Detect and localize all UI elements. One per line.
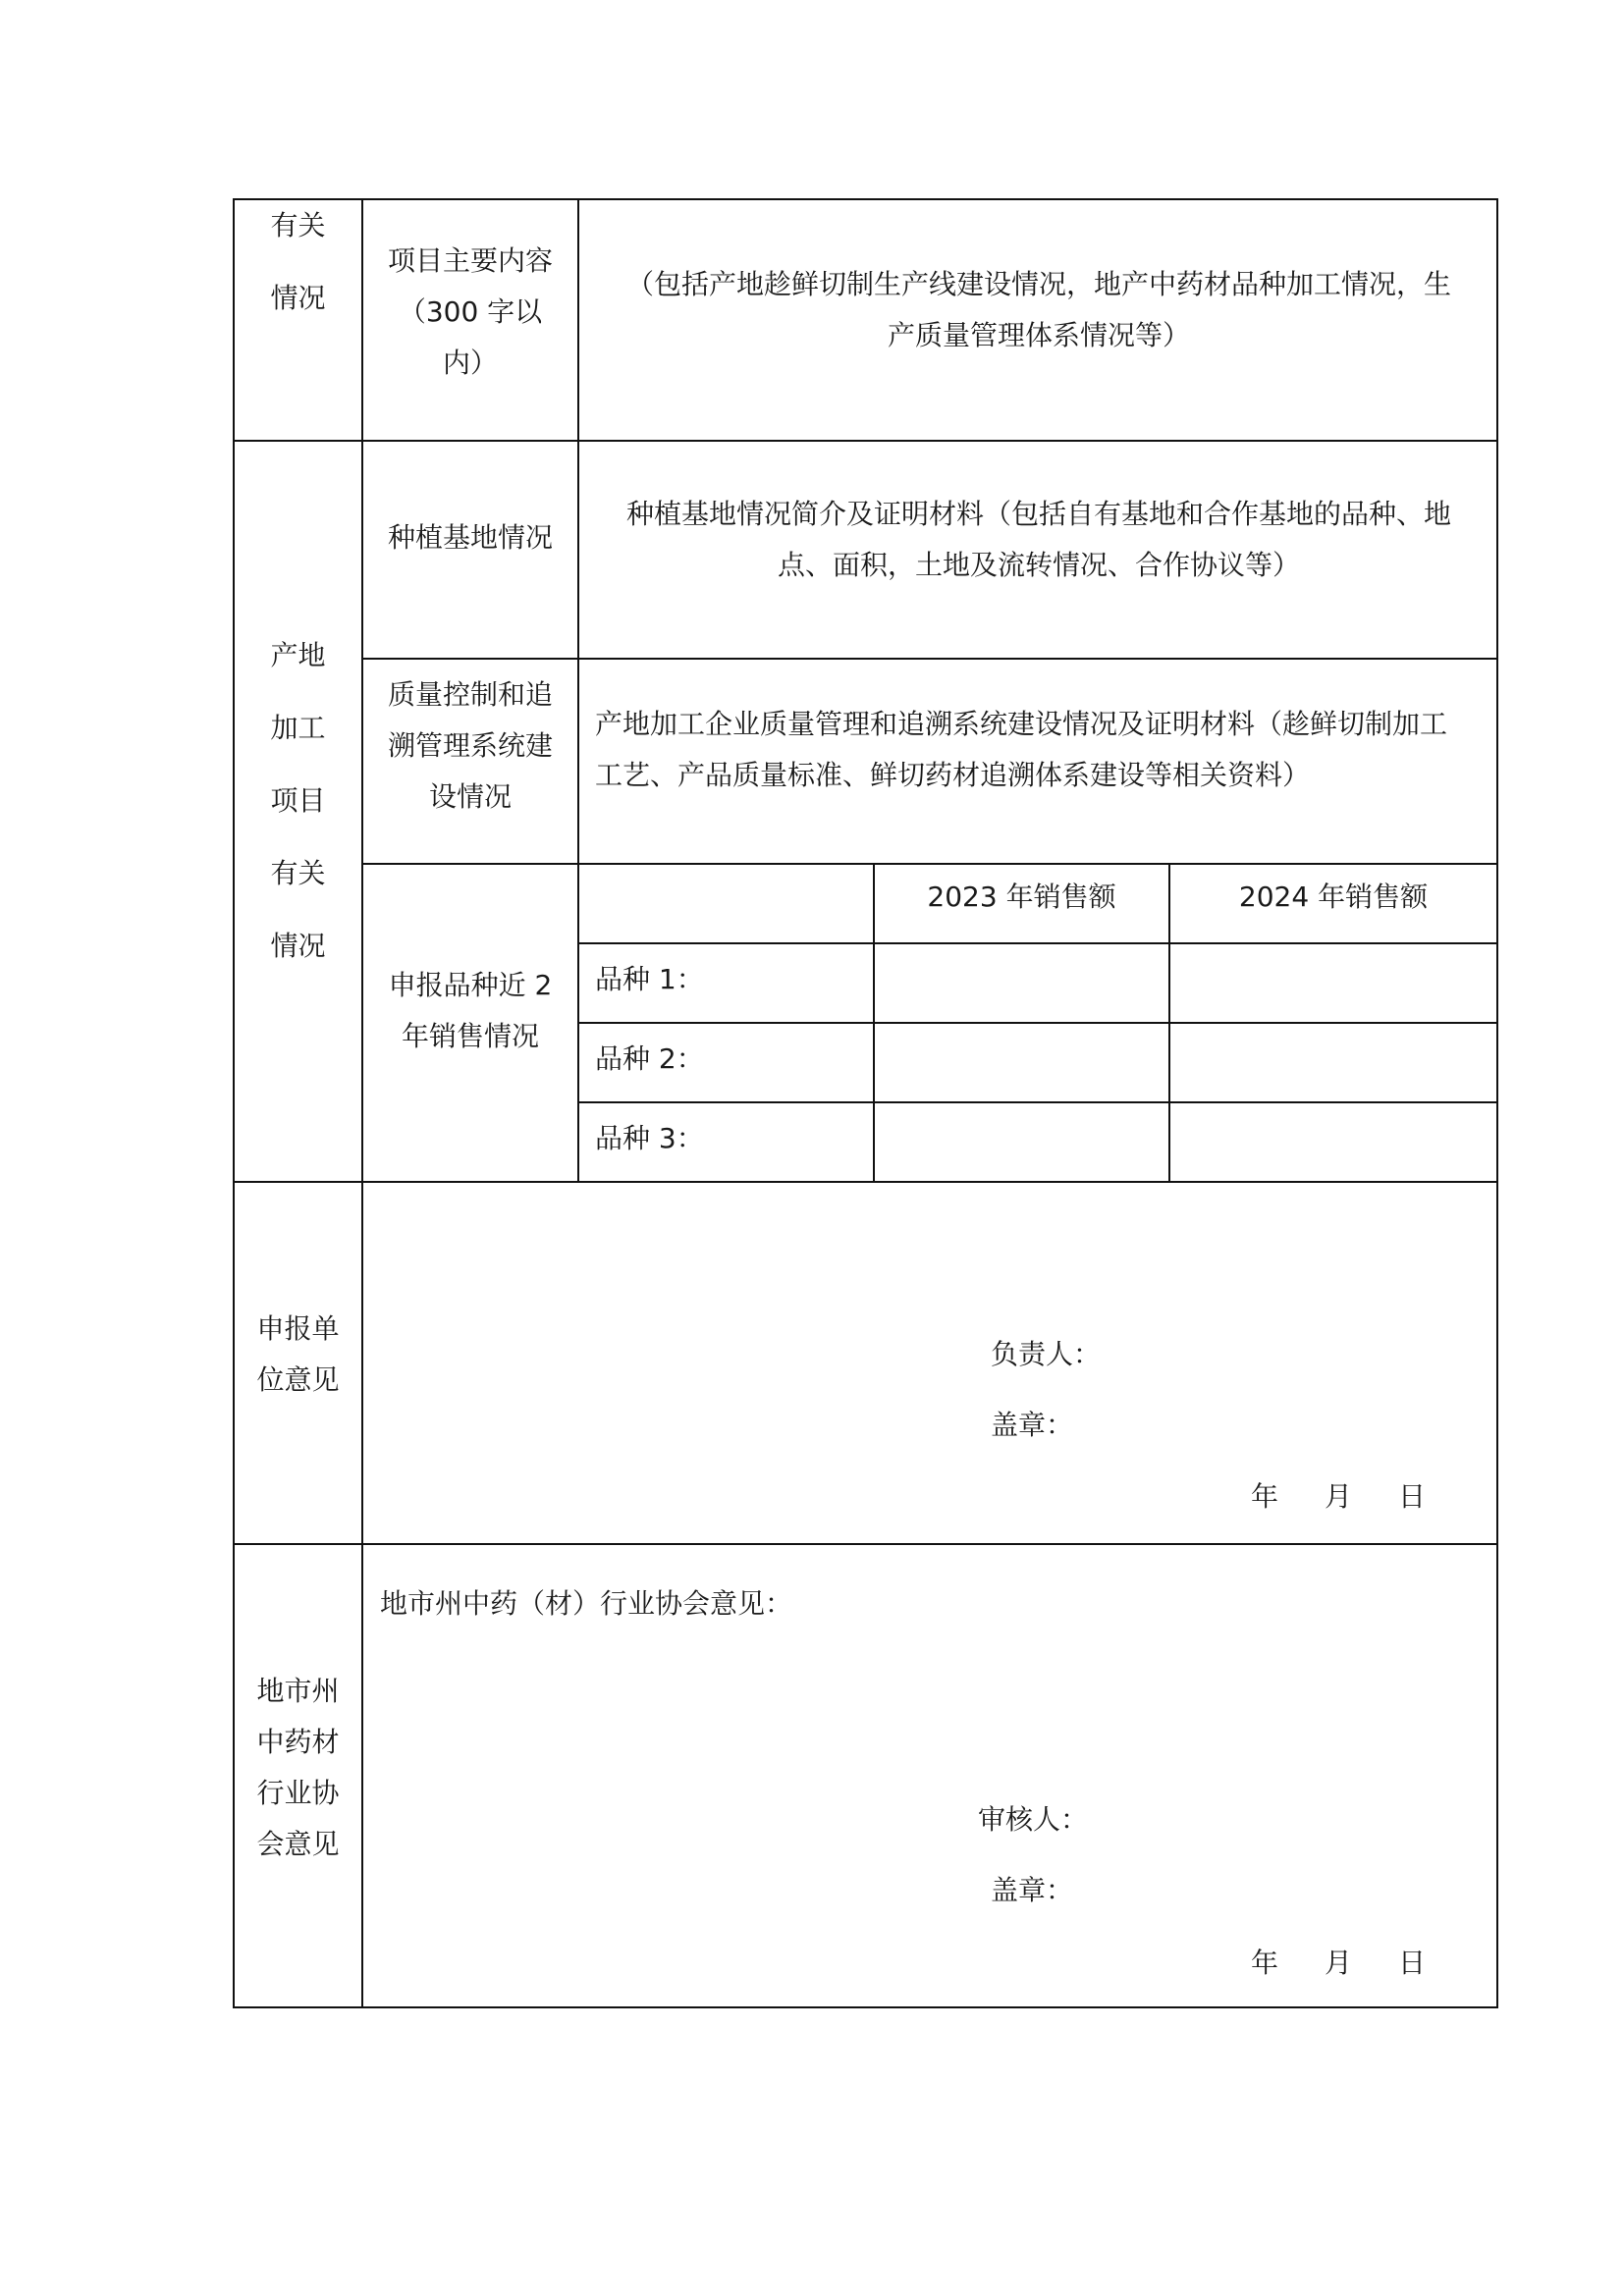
applicant-opinion-label-line: 申报单 bbox=[256, 1312, 340, 1345]
seal-label: 盖章： bbox=[991, 1409, 1074, 1441]
sales-header-2024: 2024 年销售额 bbox=[1238, 881, 1429, 913]
sales-header-2023: 2023 年销售额 bbox=[927, 881, 1116, 913]
category-label-line: 情况 bbox=[270, 282, 326, 314]
date-day-label: 日 bbox=[1398, 1480, 1427, 1513]
project-content-hint-line: 产质量管理体系情况等） bbox=[887, 319, 1190, 351]
sales-2024-cell[interactable] bbox=[1170, 1103, 1496, 1181]
sales-variety-label: 品种 3： bbox=[595, 1122, 704, 1154]
association-opinion-title: 地市州中药（材）行业协会意见： bbox=[380, 1587, 793, 1620]
association-opinion-label-line: 地市州 bbox=[256, 1675, 340, 1707]
association-opinion-label-line: 会意见 bbox=[256, 1828, 340, 1860]
quality-control-hint-line: 产地加工企业质量管理和追溯系统建设情况及证明材料（趁鲜切制加工 bbox=[595, 708, 1448, 740]
quality-control-field[interactable] bbox=[579, 660, 1496, 863]
category-label-line: 情况 bbox=[270, 930, 326, 962]
quality-control-label-line: 质量控制和追 bbox=[387, 678, 553, 711]
table-border-bottom bbox=[233, 2006, 1498, 2008]
project-content-label-line: 项目主要内容 bbox=[387, 244, 553, 277]
date-month-label: 月 bbox=[1325, 1947, 1353, 1979]
category-label-line: 项目 bbox=[270, 784, 326, 817]
reviewer-label: 审核人： bbox=[978, 1803, 1089, 1836]
sales-2023-cell[interactable] bbox=[875, 944, 1168, 1022]
date-month-label: 月 bbox=[1325, 1480, 1353, 1513]
sales-2024-cell[interactable] bbox=[1170, 944, 1496, 1022]
project-content-label-line: 内） bbox=[442, 347, 498, 379]
project-content-hint-line: （包括产地趁鲜切制生产线建设情况，地产中药材品种加工情况，生 bbox=[625, 268, 1451, 300]
sales-variety-label: 品种 2： bbox=[595, 1042, 704, 1075]
quality-control-hint-line: 工艺、产品质量标准、鲜切药材追溯体系建设等相关资料） bbox=[595, 759, 1311, 791]
table-border-right bbox=[1496, 198, 1498, 2008]
planting-base-label: 种植基地情况 bbox=[387, 521, 553, 554]
category-label-line: 加工 bbox=[270, 712, 326, 744]
sales-2023-cell[interactable] bbox=[875, 1103, 1168, 1181]
application-form-table bbox=[233, 198, 1498, 2008]
date-day-label: 日 bbox=[1398, 1947, 1427, 1979]
sales-variety-label: 品种 1： bbox=[595, 963, 704, 995]
row-divider-quality bbox=[363, 863, 1498, 865]
planting-base-field[interactable] bbox=[579, 442, 1496, 658]
planting-base-hint-line: 点、面积，土地及流转情况、合作协议等） bbox=[777, 549, 1300, 581]
project-content-label-line: （300 字以 bbox=[398, 295, 543, 328]
date-year-label: 年 bbox=[1251, 1947, 1279, 1979]
sales-2023-cell[interactable] bbox=[875, 1024, 1168, 1101]
applicant-opinion-label-line: 位意见 bbox=[256, 1363, 340, 1396]
category-label-line: 有关 bbox=[270, 857, 326, 889]
quality-control-label-line: 设情况 bbox=[428, 780, 512, 813]
seal-label: 盖章： bbox=[991, 1874, 1074, 1906]
sales-2024-cell[interactable] bbox=[1170, 1024, 1496, 1101]
category-label-line: 有关 bbox=[270, 209, 326, 241]
category-label-line: 产地 bbox=[270, 639, 326, 671]
sales-label-line: 申报品种近 2 bbox=[388, 969, 553, 1001]
project-content-field[interactable] bbox=[579, 200, 1496, 440]
quality-control-label-line: 溯管理系统建 bbox=[387, 729, 553, 762]
association-opinion-label-line: 中药材 bbox=[256, 1726, 340, 1758]
sales-label-line: 年销售情况 bbox=[401, 1020, 539, 1052]
planting-base-hint-line: 种植基地情况简介及证明材料（包括自有基地和合作基地的品种、地 bbox=[625, 498, 1451, 530]
responsible-person-label: 负责人： bbox=[991, 1338, 1102, 1370]
association-opinion-label-line: 行业协 bbox=[256, 1777, 340, 1809]
date-year-label: 年 bbox=[1251, 1480, 1279, 1513]
